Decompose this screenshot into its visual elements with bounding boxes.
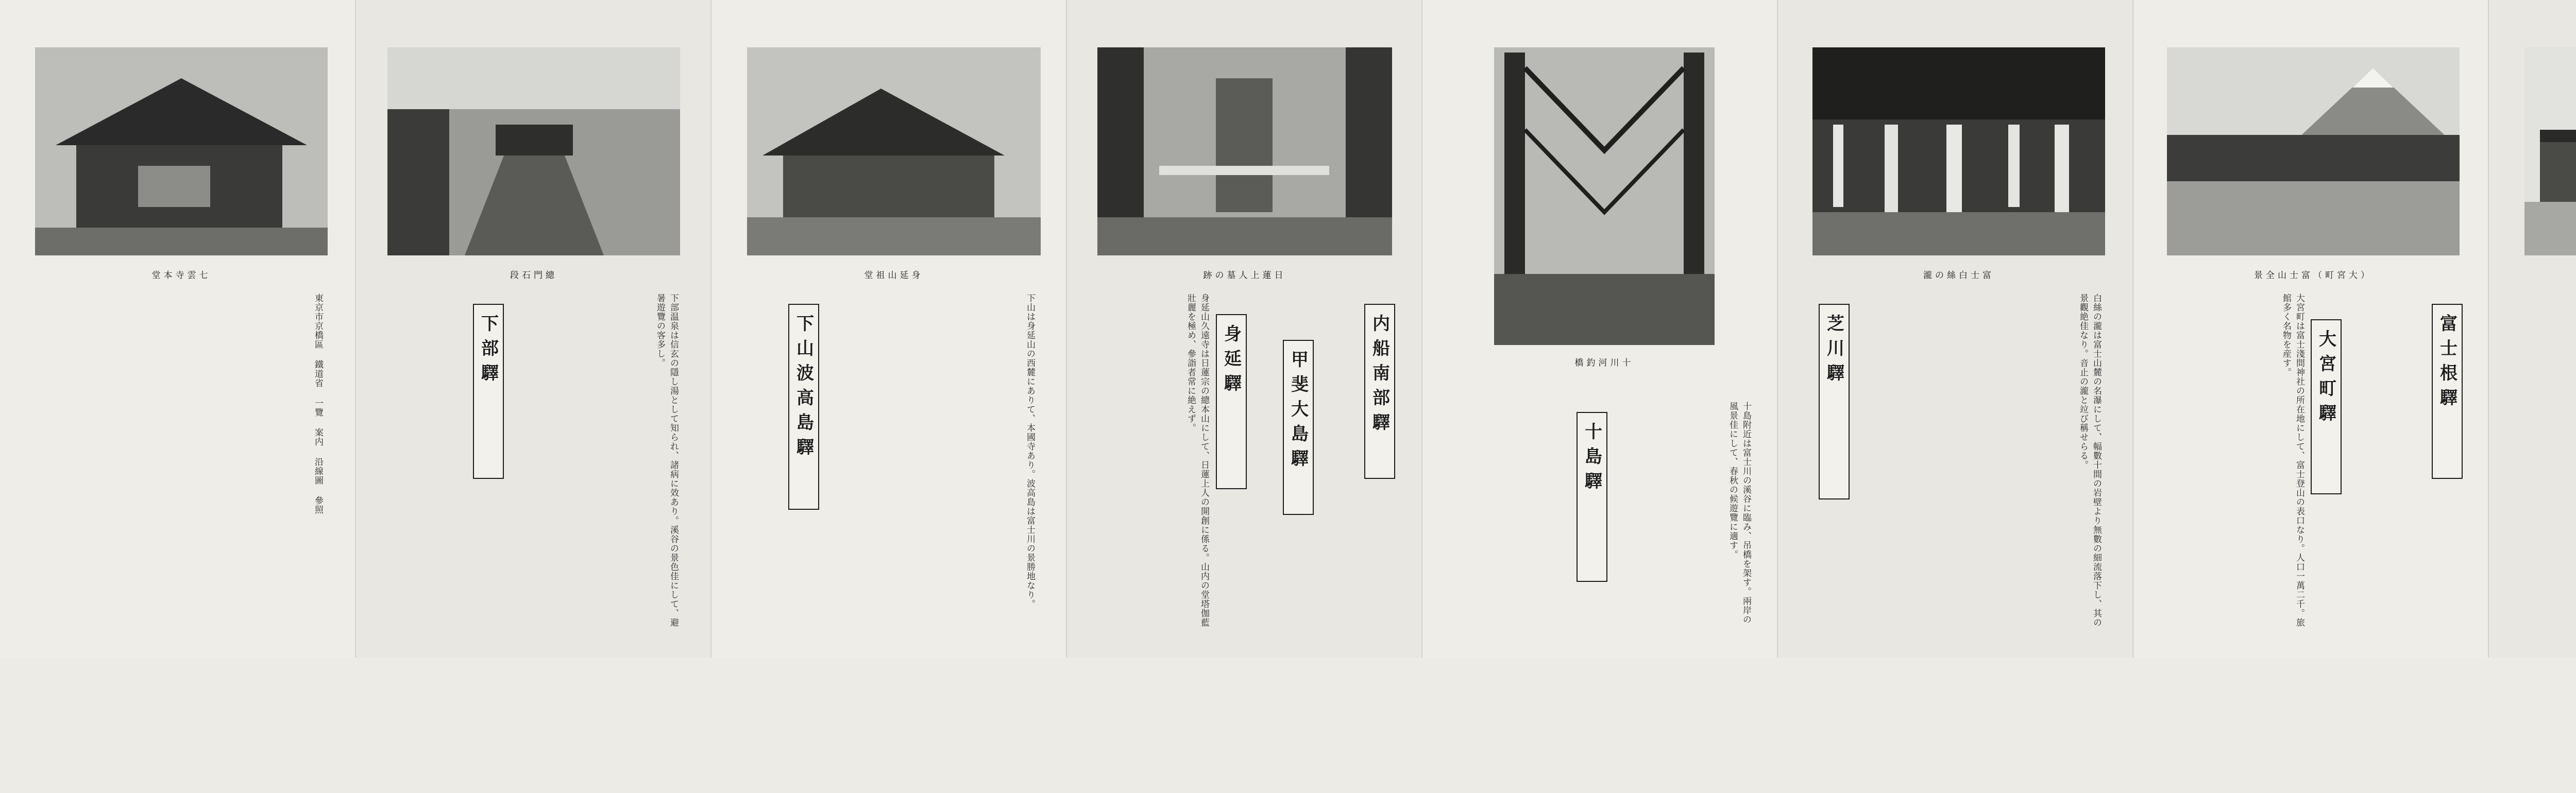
station-label-toshima: 十島驛 [1577,412,1607,582]
panel-5 [1066,0,1422,658]
station-label-shimoyama: 下山波高島驛 [788,304,819,510]
station-description: 大宮町は富士淺間神社の所在地にして、富士登山の表口なり。人口一萬二千。旅館多く名物を産す。 [2281,294,2304,627]
fuji-station-illustration [2524,47,2576,255]
station-description: 白絲の瀧は富士山麓の名瀑にして、幅數十間の岩壁より無數の細流落下し、其の景觀絶佳なり。音止の瀧と竝び稱せらる。 [2078,294,2102,627]
photo-minobu-hall [747,47,1041,255]
panel-6 [711,0,1066,658]
station-label-shimobe: 下部驛 [473,304,504,479]
publisher-footer [36,294,325,633]
photo-caption: 堂祖山延身 [864,270,924,281]
minobu-hall-illustration [747,47,1041,255]
photo-fuji-station [2524,47,2576,255]
photo-caption: 堂本寺雲七 [151,270,211,281]
panel-4 [1422,0,1777,658]
fold-line [355,0,356,658]
mount-fuji-illustration [2167,47,2460,255]
photo-caption: 跡の墓人上蓮日 [1203,270,1286,281]
fold-line [2488,0,2489,658]
temple-hall-illustration [35,47,328,255]
photo-shiraito-falls [1812,47,2105,255]
nichiren-grave-illustration [1097,47,1392,255]
publisher-name: 東京市京橋區 鐵道省 [313,294,323,388]
panel-2 [2133,0,2488,658]
fold-line [1066,0,1067,658]
panel-3 [1777,0,2133,658]
photo-stone-steps [387,47,680,255]
fold-line [1777,0,1778,658]
station-label-kaioshima: 甲斐大島驛 [1283,340,1314,515]
station-label-omiya: 大宮町驛 [2311,319,2342,494]
suspension-bridge-illustration [1494,47,1715,345]
station-description: 下部温泉は信玄の隱し湯として知られ、諸病に效あり。溪谷の景色佳にして、避暑遊覽の客多し。 [655,294,679,627]
photo-caption: 段石門總 [510,270,557,281]
station-description: 十島附近は富士川の溪谷に臨み、吊橋を架す。兩岸の風景佳にして、春秋の候遊覽に適す。 [1727,402,1751,624]
photo-suspension-bridge [1494,47,1715,345]
station-description [2524,294,2576,633]
photo-caption: 橋釣河川十 [1574,358,1634,368]
station-label-fujine: 富士根驛 [2432,304,2463,479]
photo-mount-fuji [2167,47,2460,255]
panel-1 [2488,0,2576,658]
photo-caption [2524,268,2576,283]
station-label-shibakawa: 芝川驛 [1819,304,1850,499]
shiraito-falls-illustration [1812,47,2105,255]
station-label-utsubuna: 内船南部驛 [1364,304,1395,479]
photo-nichiren-grave [1097,47,1392,255]
photo-caption: （町宮大）景全山士富 [2254,270,2372,281]
station-label-minobu: 身延驛 [1216,314,1247,489]
footer-notes: 一覽 案内 沿線圖 參照 [313,399,323,514]
station-description: 下山は身延山の西麓にありて、本國寺あり。波高島は富士川の景勝地なり。 [1025,294,1035,609]
photo-temple-hall [35,47,328,255]
stone-steps-illustration [387,47,680,255]
photo-caption: 瀧の絲白士富 [1923,270,1994,281]
panel-8 [0,0,355,658]
station-description: 身延山久遠寺は日蓮宗の總本山にして、日蓮上人の開創に係る。山内の堂塔伽藍壯麗を極め、參詣者常に絶えず。 [1185,294,1209,627]
panel-7 [355,0,711,658]
